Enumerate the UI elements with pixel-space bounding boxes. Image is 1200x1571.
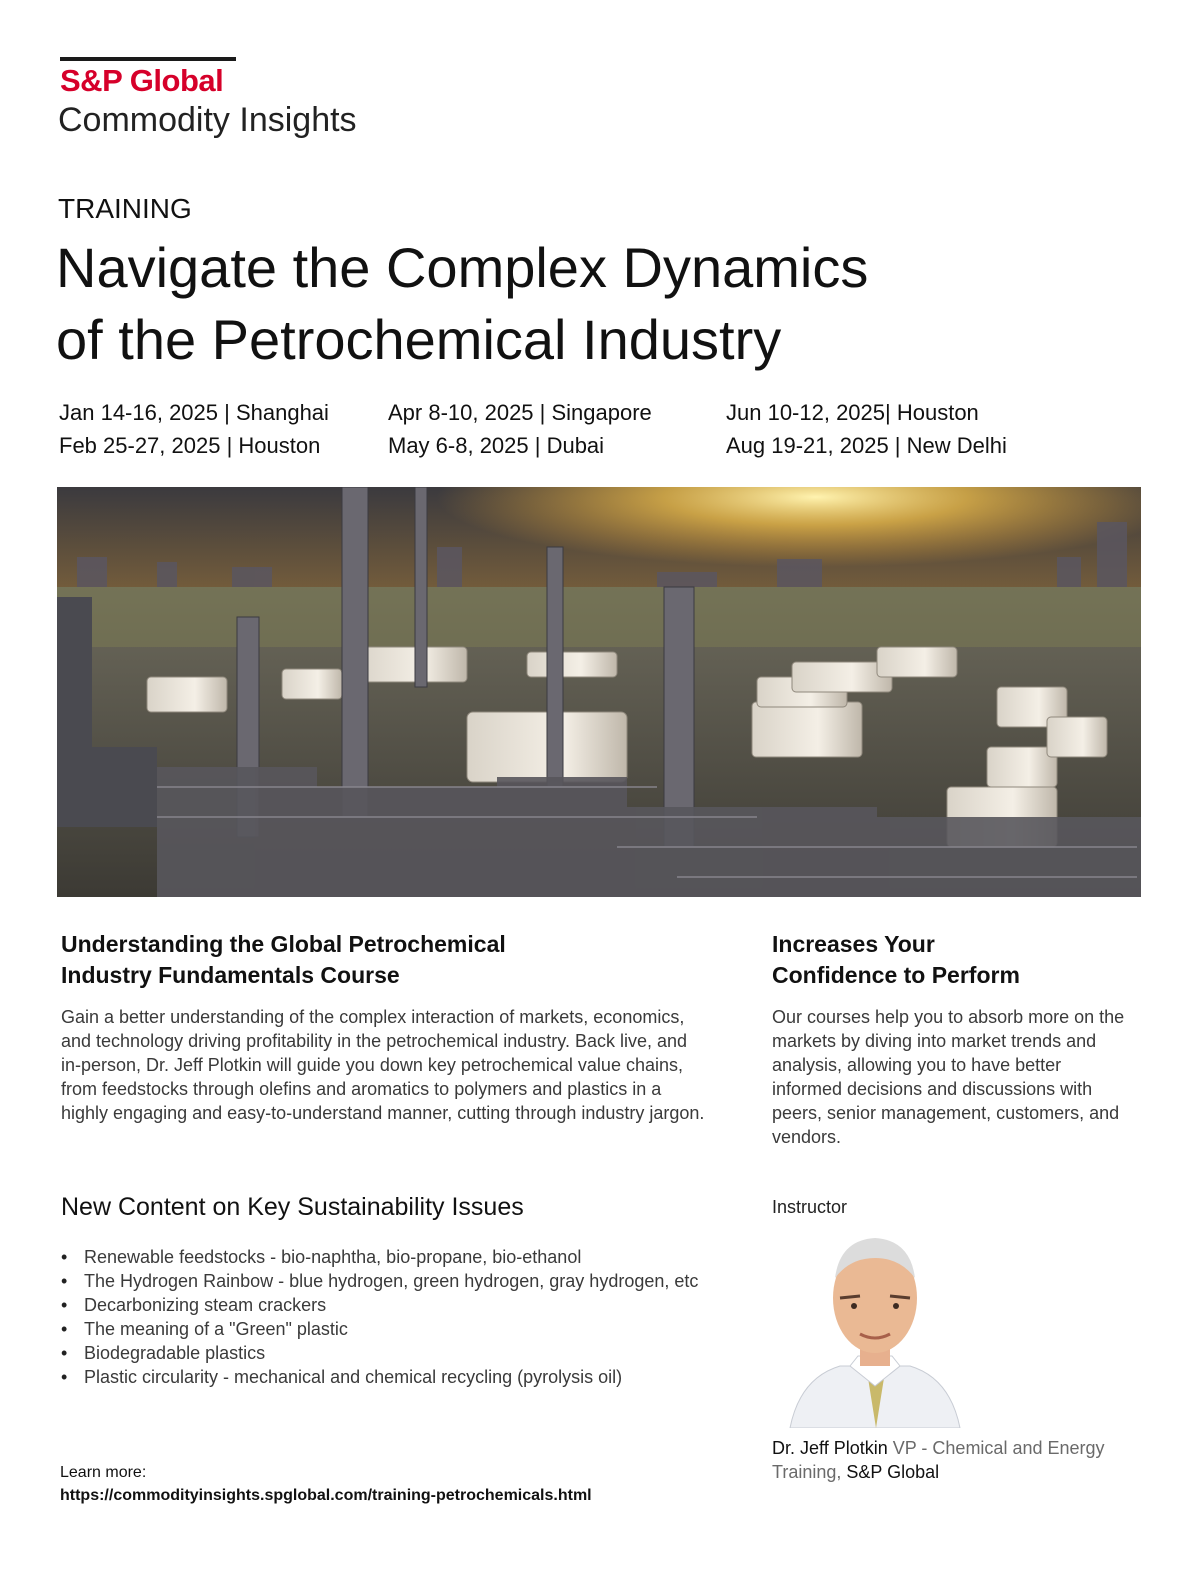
session-date: May 6-8, 2025 | Dubai — [388, 433, 605, 458]
list-item: • The Hydrogen Rainbow - blue hydrogen, green hydrogen, gray hydrogen, etc — [61, 1269, 721, 1293]
title-line-2: of the Petrochemical Industry — [56, 308, 782, 371]
session-date: Jun 10-12, 2025| Houston — [726, 400, 979, 425]
brand-logo: S&P Global — [60, 63, 224, 98]
title-line-1: Navigate the Complex Dynamics — [56, 236, 869, 299]
course-description: Gain a better understanding of the complex interaction of markets, economics, and technology driving profitability in the petrochemical industry. Back live, and in-person, Dr. Jeff Plotkin will guide you down key petrochemical value chains, from feedstocks through olefins and aromatics to polymers and plastics in a highly engaging and easy-to-understand manner, cutting through industry jargon. — [61, 1007, 705, 1123]
session-date: Aug 19-21, 2025 | New Delhi — [726, 433, 1007, 458]
list-item: • Biodegradable plastics — [61, 1341, 721, 1365]
list-item: • Decarbonizing steam crackers — [61, 1293, 721, 1317]
hero-image-refinery — [57, 487, 1141, 897]
dates-column-2 — [388, 396, 652, 462]
confidence-description: Our courses help you to absorb more on the markets by diving into market trends and analysis, allowing you to have better informed decisions and discussions with peers, senior management, customers, and vendors. — [772, 1007, 1125, 1147]
confidence-title-line-1: Increases Your — [772, 931, 935, 957]
list-item: • Renewable feedstocks - bio-naphtha, bio-propane, bio-ethanol — [61, 1245, 721, 1269]
eyebrow-label: TRAINING — [58, 193, 192, 224]
instructor-org: S&P Global — [846, 1462, 940, 1482]
course-title — [61, 929, 506, 991]
session-date: Feb 25-27, 2025 | Houston — [59, 433, 321, 458]
list-item: • The meaning of a "Green" plastic — [61, 1317, 721, 1341]
instructor-name: Dr. Jeff Plotkin — [772, 1438, 888, 1458]
session-date: Jan 14-16, 2025 | Shanghai — [59, 400, 329, 425]
logo-rule — [60, 57, 236, 61]
sustainability-list — [61, 1245, 721, 1389]
course-title-line-2: Industry Fundamentals Course — [61, 962, 400, 988]
instructor-label: Instructor — [772, 1197, 848, 1217]
confidence-title-line-2: Confidence to Perform — [772, 962, 1020, 988]
brand-subtitle: Commodity Insights — [58, 101, 357, 139]
instructor-caption — [772, 1436, 1112, 1484]
sustainability-title: New Content on Key Sustainability Issues — [61, 1193, 524, 1221]
session-date: Apr 8-10, 2025 | Singapore — [388, 400, 652, 425]
confidence-title — [772, 929, 1020, 991]
course-title-line-1: Understanding the Global Petrochemical — [61, 931, 506, 957]
list-item: • Plastic circularity - mechanical and chemical recycling (pyrolysis oil) — [61, 1365, 721, 1389]
learn-more-link[interactable]: https://commodityinsights.spglobal.com/training-petrochemicals.html — [60, 1487, 592, 1504]
page-title — [56, 232, 1056, 376]
learn-more-label: Learn more: — [60, 1464, 147, 1481]
dates-column-3 — [726, 396, 1007, 462]
instructor-title: VP - Chemical and Energy Training, — [772, 1438, 1105, 1482]
instructor-portrait — [780, 1228, 970, 1428]
dates-column-1 — [59, 396, 329, 462]
